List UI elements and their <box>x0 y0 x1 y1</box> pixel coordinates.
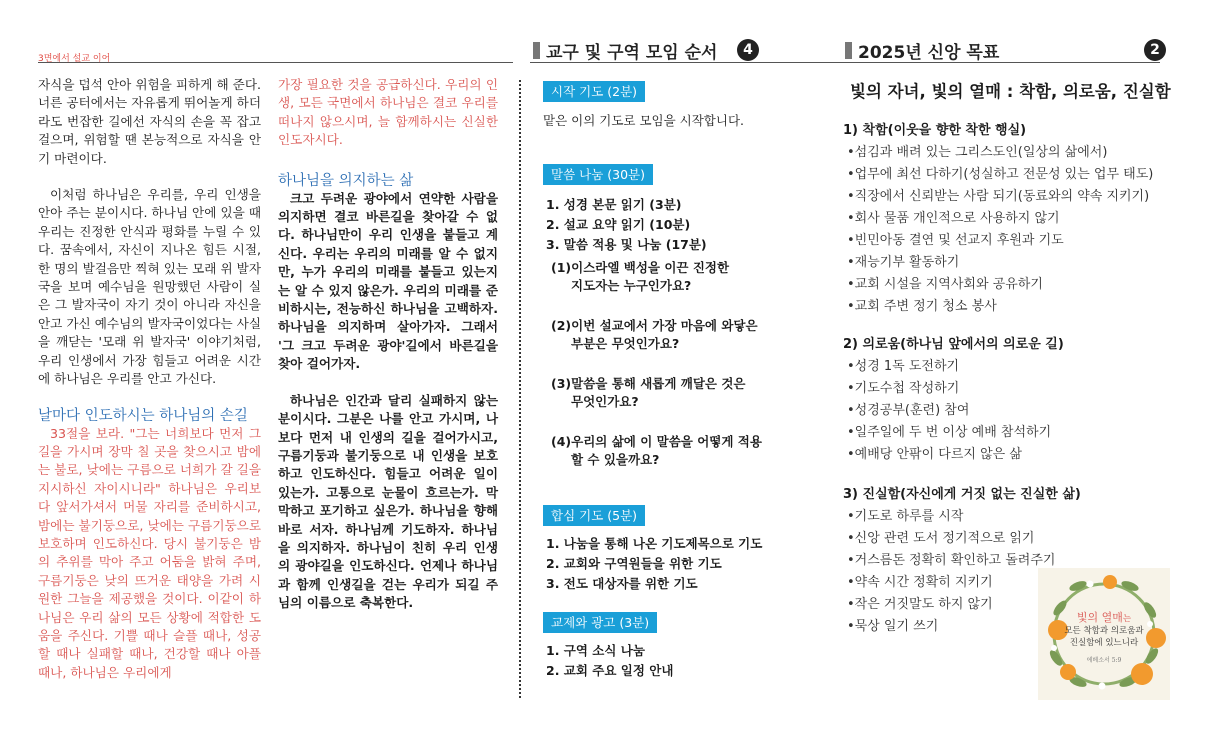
wreath-verse <box>1038 612 1170 667</box>
sermon-paragraph: 이처럼 하나님은 우리를, 우리 인생을 안아 주는 분이시다. 하나님 안에 있을 때 우리는 진정한 안식과 평화를 누릴 수 있다. 꿈속에서, 자신이 지나온 힘든 시절, 한 명의 발걸음만 찍혀 있는 모래 위 발자국을 보며 예수님을 원망했던 사람이 실은 그 발자국이 자기 것이 아니라 자신을 안고 가신 예수님의 발자국이었다는 사실을 깨닫는 '모래 위 발자국' 이야기처럼, 우리 인생에서 가장 힘들고 어려운 시간에 하나님은 우리를 안고 가신다. <box>38 187 261 387</box>
section-heading: 하나님을 의지하는 삶 <box>278 172 414 189</box>
sermon-column-2 <box>278 76 498 613</box>
question-text: 부분은 무엇인가요? <box>571 336 680 351</box>
goal-heading: 1) 착함(이웃을 향한 착한 행실) <box>843 123 1027 138</box>
question-text: (1)이스라엘 백성을 이끈 진정한 <box>551 260 730 275</box>
goal-item: •작은 거짓말도 하지 않기 <box>847 597 993 612</box>
question-text: (2)이번 설교에서 가장 마음에 와닿은 <box>551 318 758 333</box>
wreath-verse-accent-suffix: 는 <box>1122 614 1132 624</box>
goal-item: •업무에 최선 다하기(성실하고 전문성 있는 업무 태도) <box>847 167 1154 182</box>
question-text: (3)말씀을 통해 새롭게 깨달은 것은 <box>551 376 746 391</box>
section-tag: 교제와 광고 (3분) <box>543 612 657 633</box>
section-tag: 말씀 나눔 (30분) <box>543 164 653 185</box>
goals-header-title: 2025년 신앙 목표 <box>858 43 1000 63</box>
goal-item: •회사 물품 개인적으로 사용하지 않기 <box>847 211 1060 226</box>
meeting-section-word <box>543 164 793 469</box>
meeting-section-fellowship <box>543 612 793 681</box>
goal-item: •신앙 관련 도서 정기적으로 읽기 <box>847 531 1035 546</box>
header-bar-icon <box>533 42 540 59</box>
sermon-paragraph: 자식을 덥석 안아 위험을 피하게 해 준다. 너른 공터에서는 자유롭게 뛰어놀게 하더라도 번잡한 길에선 자식의 손을 꼭 잡고 걸으며, 위험할 땐 본능적으로 자식을 안기 마련이다. <box>38 77 261 166</box>
wreath-verse-line: 진실함에 있느니라 <box>1069 638 1139 648</box>
goals-header <box>845 38 999 63</box>
continued-kicker: 3면에서 설교 이어 <box>38 54 111 64</box>
goal-item: •섬김과 배려 있는 그리스도인(일상의 삶에서) <box>847 145 1108 160</box>
goal-item: •교회 시설을 지역사회와 공유하기 <box>847 277 1043 292</box>
meeting-section-opening <box>543 81 793 131</box>
goal-item: •빈민아동 결연 및 선교지 후원과 기도 <box>847 233 1064 248</box>
goals-title: 빛의 자녀, 빛의 열매 : 착함, 의로움, 진실함 <box>850 82 1171 101</box>
meeting-header <box>533 38 717 63</box>
section-tag: 시작 기도 (2분) <box>543 81 645 102</box>
question-text: 할 수 있을까요? <box>571 452 660 467</box>
goal-item: •예배당 안팎이 다르지 않은 삶 <box>847 447 1022 462</box>
section-tag: 합심 기도 (5분) <box>543 505 645 526</box>
goal-heading: 2) 의로움(하나님 앞에서의 의로운 길) <box>843 337 1064 352</box>
question-text: (4)우리의 삶에 이 말씀을 어떻게 적용 <box>551 434 762 449</box>
sermon-paragraph-bold: 크고 두려운 광야에서 연약한 사람을 의지하면 결코 바른길을 찾아갈 수 없다. 하나님만이 우리 인생을 붙들고 계신다. 우리는 우리의 미래를 알 수 없지만, 누가 우리의 미래를 붙들고 있는지는 알 수 있지 않은가. 우리의 미래를 준비하시는, 전능하신 하나님을 고백하자. 하나님을 의지하며 살아가자. 그래서 '그 크고 두려운 광야'길에서 바른길을 찾아 걸어가자. <box>278 190 498 372</box>
goal-item: •재능기부 활동하기 <box>847 255 960 270</box>
question-text: 무엇인가요? <box>571 394 639 409</box>
section-line: 2. 교회 주요 일정 안내 <box>546 663 674 678</box>
question-item <box>551 317 793 353</box>
goal-item: •기도수첩 작성하기 <box>847 381 960 396</box>
goal-item: •약속 시간 정확히 지키기 <box>847 575 993 590</box>
section-line: 1. 나눔을 통해 나온 기도제목으로 기도 <box>546 536 763 551</box>
section-line: 맡은 이의 기도로 모임을 시작합니다. <box>543 113 744 128</box>
header-bar-icon <box>845 42 852 59</box>
goal-item: •직장에서 신뢰받는 사람 되기(동료와의 약속 지키기) <box>847 189 1150 204</box>
goal-item: •기도로 하루를 시작 <box>847 509 964 524</box>
wreath-verse-reference: 에베소서 5:9 <box>1086 657 1122 664</box>
goal-item: •묵상 일기 쓰기 <box>847 619 939 634</box>
sermon-paragraph-red: 33절을 보라. "그는 너희보다 먼저 그 길을 가시며 장막 칠 곳을 찾으시고 밤에는 불로, 낮에는 구름으로 너희가 갈 길을 지시하신 자이시니라" 하나님은 우리보다 앞서가셔서 머물 자리를 준비하시고, 밤에는 불기둥으로, 낮에는 구름기둥으로 보호하며 인도하신다. 당시 불기둥은 밤의 추위를 막아 주고 어둠을 밝혀 주며, 구름기둥은 낮의 뜨거운 태양을 가려 시원한 그늘을 제공했을 것이다. 이같이 하나님은 우리 삶의 모든 상황에 적합한 도움을 주신다. 기쁠 때나 슬플 때나, 성공할 때나 실패할 때나, 건강할 때나 아플 때나, 하나님은 우리에게 <box>38 425 261 680</box>
goal-heading: 3) 진실함(자신에게 거짓 없는 진실한 삶) <box>843 487 1081 502</box>
goal-item: •일주일에 두 번 이상 예배 참석하기 <box>847 425 1052 440</box>
sermon-column-1 <box>38 76 261 682</box>
goal-item: •성경 1독 도전하기 <box>847 359 960 374</box>
sermon-paragraph-red: 가장 필요한 것을 공급하신다. 우리의 인생, 모든 국면에서 하나님은 결코 우리를 떠나지 않으시며, 늘 함께하시는 신실한 인도자시다. <box>278 77 498 148</box>
section-line: 1. 성경 본문 읽기 (3분) <box>546 197 682 212</box>
section-line: 2. 교회와 구역원들을 위한 기도 <box>546 556 722 571</box>
page-number-badge: 4 <box>737 39 759 61</box>
question-text: 지도자는 누구인가요? <box>571 278 692 293</box>
goal-group-goodness <box>843 120 1173 318</box>
question-item <box>551 375 793 411</box>
question-list <box>543 259 793 469</box>
goal-group-righteousness <box>843 334 1173 466</box>
dotted-divider <box>519 80 521 698</box>
question-item <box>551 433 793 469</box>
section-line: 2. 설교 요약 읽기 (10분) <box>546 217 691 232</box>
page-number-badge: 2 <box>1144 39 1166 61</box>
goal-item: •거스름돈 정확히 확인하고 돌려주기 <box>847 553 1056 568</box>
question-item <box>551 259 793 295</box>
orange-wreath-illustration <box>1038 568 1170 700</box>
goal-item: •교회 주변 정기 청소 봉사 <box>847 299 997 314</box>
section-line: 3. 전도 대상자를 위한 기도 <box>546 576 698 591</box>
sermon-paragraph-bold: 하나님은 인간과 달리 실패하지 않는 분이시다. 그분은 나를 안고 가시며, 나보다 먼저 내 인생의 길을 걸어가시고, 구름기둥과 불기둥으로 내 인생을 보호하고 인도하신다. 힘들고 어려운 일이 있는가. 고통으로 눈물이 흐르는가. 막막하고 포기하고 싶은가. 하나님을 향해 바로 서자. 하나님께 기도하자. 하나님을 의지하자. 하나님이 친히 우리 인생의 광야길을 인도하신다. 언제나 하나님과 함께 인생길을 걷는 우리가 되길 주님의 이름으로 축복한다. <box>278 392 498 611</box>
section-line: 3. 말씀 적용 및 나눔 (17분) <box>546 237 707 252</box>
section-line: 1. 구역 소식 나눔 <box>546 643 645 658</box>
meeting-header-title: 교구 및 구역 모임 순서 <box>546 43 718 63</box>
wreath-verse-line: 모든 착함과 의로움과 <box>1064 626 1144 636</box>
meeting-section-prayer <box>543 505 793 594</box>
section-heading: 날마다 인도하시는 하나님의 손길 <box>38 407 248 424</box>
goal-item: •성경공부(훈련) 참여 <box>847 403 970 418</box>
wreath-verse-accent: 빛의 열매 <box>1076 611 1123 624</box>
